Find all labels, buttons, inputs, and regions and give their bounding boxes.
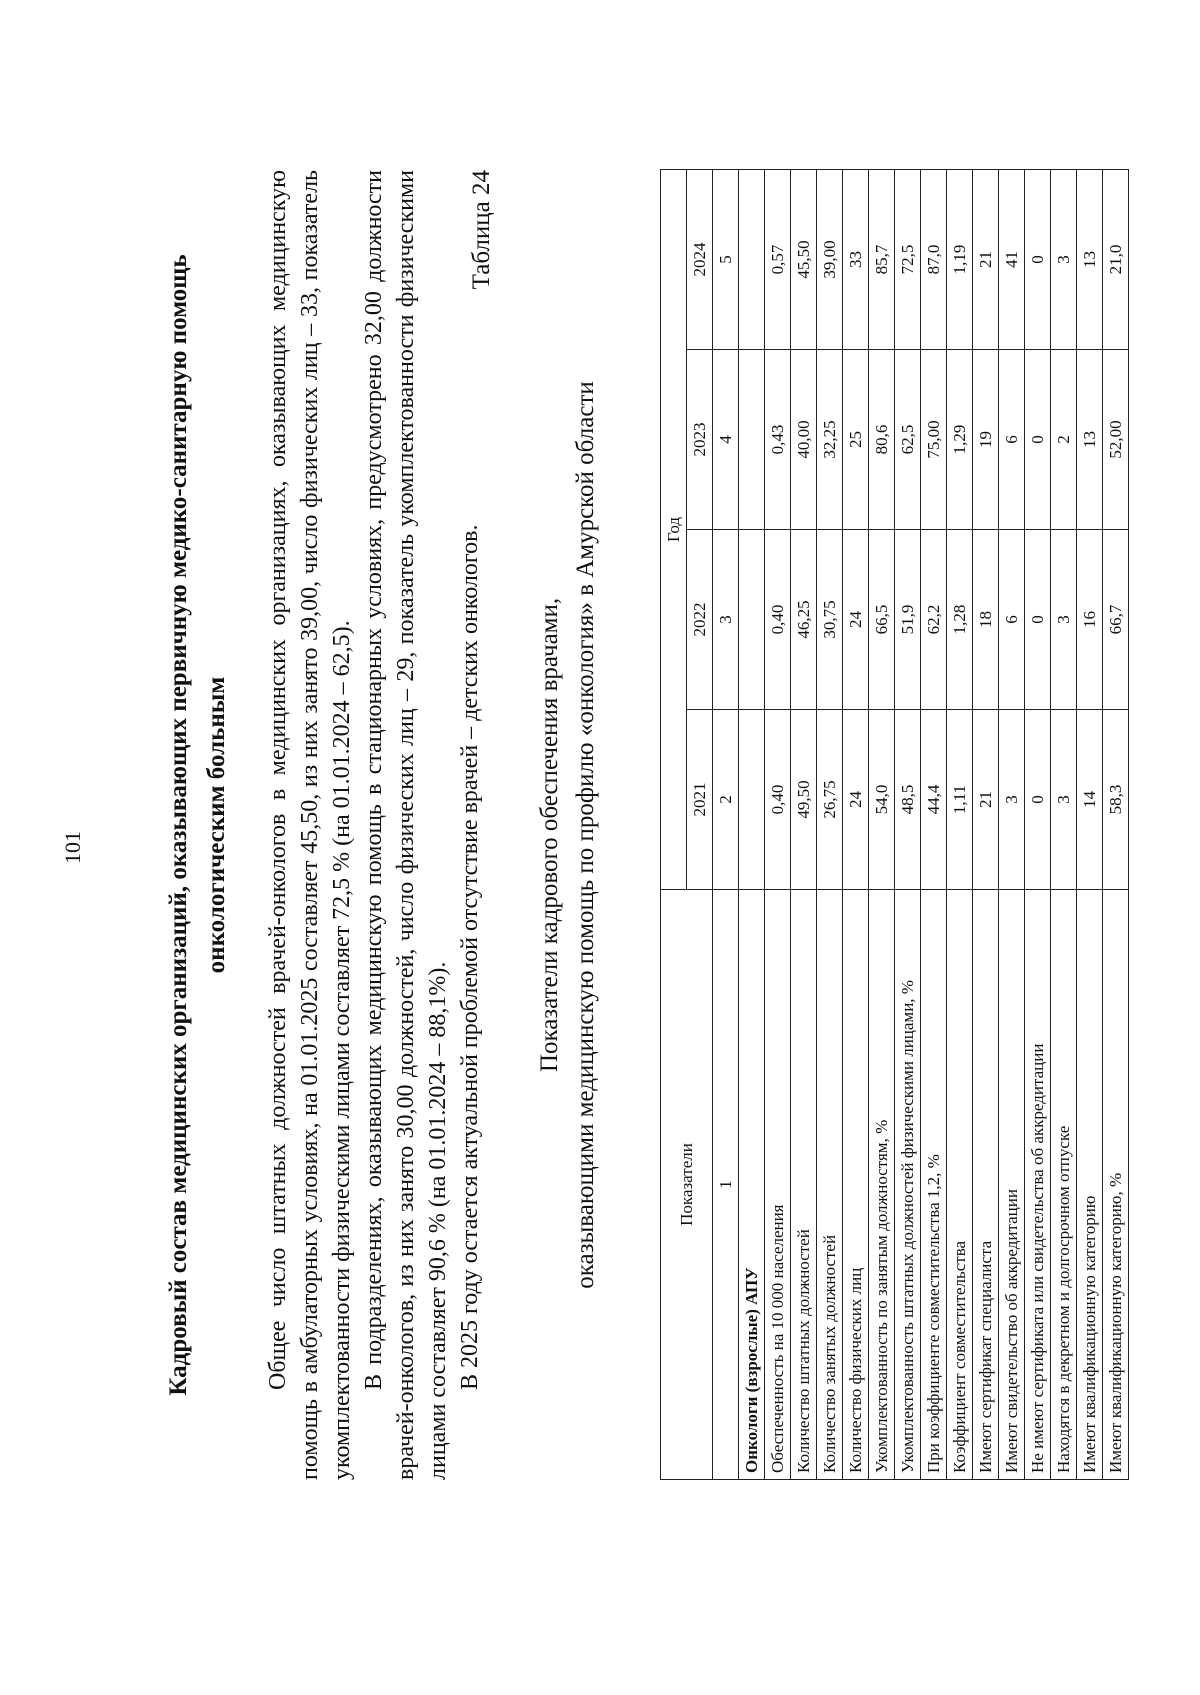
row-label: Укомплектованность по занятым должностям, %	[869, 890, 895, 1480]
table-caption	[532, 175, 604, 1495]
row-label: Не имеют сертификата или свидетельства об аккредитации	[1025, 890, 1051, 1480]
table-row	[1103, 170, 1129, 1480]
caption-line: Показатели кадрового обеспечения врачами,	[536, 597, 563, 1073]
row-label: Количество физических лиц	[843, 890, 869, 1480]
value-cell: 66,5	[869, 530, 895, 710]
value-cell: 72,5	[895, 170, 921, 350]
table-row	[817, 170, 843, 1480]
column-number: 2	[713, 710, 739, 890]
table-row	[1077, 170, 1103, 1480]
value-cell: 75,00	[921, 350, 947, 530]
table-row	[973, 170, 999, 1480]
value-cell: 21	[973, 710, 999, 890]
value-cell: 33	[843, 170, 869, 350]
table-row	[921, 170, 947, 1480]
value-cell: 25	[843, 350, 869, 530]
value-cell: 16	[1077, 530, 1103, 710]
value-cell: 44,4	[921, 710, 947, 890]
table-label: Таблица 24	[468, 170, 495, 290]
table-row	[1025, 170, 1051, 1480]
table-row	[869, 170, 895, 1480]
value-cell: 51,9	[895, 530, 921, 710]
value-cell: 26,75	[817, 710, 843, 890]
value-cell: 13	[1077, 170, 1103, 350]
value-cell: 14	[1077, 710, 1103, 890]
value-cell: 85,7	[869, 170, 895, 350]
section-heading: Кадровый состав медицинских организаций, оказывающих первичную медико-санитарную помощь онкологическим больным	[165, 254, 230, 1396]
paragraph: В подразделениях, оказывающих медицинскую помощь в стационарных условиях, предусмотрено 32,00 должности врачей-онкологов, из них занято 30,00 должностей, число физических лиц – 29, показатель укомплектованности физическими лицами составляет 90,6 % (на 01.01.2024 – 88,1%).	[361, 170, 451, 1480]
value-cell: 40,00	[791, 350, 817, 530]
row-label: Имеют квалификационную категорию	[1077, 890, 1103, 1480]
paragraph: Общее число штатных должностей врачей-онкологов в медицинских организациях, оказывающих медицинскую помощь в амбулаторных условиях, на 01.01.2025 составляет 45,50, из них занято 39,00, число физических лиц – 33, показатель укомплектованности физическими лицами составляет 72,5 % (на 01.01.2024 – 62,5).	[265, 170, 355, 1480]
value-cell: 87,0	[921, 170, 947, 350]
value-cell: 62,5	[895, 350, 921, 530]
value-cell: 30,75	[817, 530, 843, 710]
value-cell: 1,19	[947, 170, 973, 350]
row-label: Обеспеченность на 10 000 населения	[765, 890, 791, 1480]
row-label: Имеют свидетельство об аккредитации	[999, 890, 1025, 1480]
row-label: Укомплектованность штатных должностей физическими лицами, %	[895, 890, 921, 1480]
value-cell: 1,11	[947, 710, 973, 890]
row-label: Находятся в декретном и долгосрочном отпуске	[1051, 890, 1077, 1480]
staffing-table	[660, 169, 1129, 1480]
row-label: Количество занятых должностей	[817, 890, 843, 1480]
table-row	[999, 170, 1025, 1480]
table-row	[895, 170, 921, 1480]
value-cell: 32,25	[817, 350, 843, 530]
group-label: Онкологи (взрослые) АПУ	[739, 890, 765, 1480]
value-cell: 0,40	[765, 710, 791, 890]
table-row	[791, 170, 817, 1480]
body-text	[262, 170, 486, 1480]
value-cell: 41	[999, 170, 1025, 350]
value-cell: 0	[1025, 350, 1051, 530]
value-cell: 62,2	[921, 530, 947, 710]
value-cell: 0	[1025, 170, 1051, 350]
header-indicator: Показатели	[661, 890, 713, 1480]
column-number: 3	[713, 530, 739, 710]
value-cell: 21	[973, 170, 999, 350]
paragraph: В 2025 году остается актуальной проблемой отсутствие врачей – детских онкологов.	[457, 524, 483, 1390]
value-cell: 6	[999, 350, 1025, 530]
row-label: Имеют квалификационную категорию, %	[1103, 890, 1129, 1480]
empty-cell	[739, 170, 765, 350]
value-cell: 0,57	[765, 170, 791, 350]
group-row	[739, 170, 765, 1480]
value-cell: 54,0	[869, 710, 895, 890]
table-row	[765, 170, 791, 1480]
empty-cell	[739, 530, 765, 710]
value-cell: 3	[999, 710, 1025, 890]
header-year: 2021	[687, 710, 713, 890]
value-cell: 39,00	[817, 170, 843, 350]
value-cell: 3	[1051, 530, 1077, 710]
value-cell: 80,6	[869, 350, 895, 530]
value-cell: 52,00	[1103, 350, 1129, 530]
value-cell: 45,50	[791, 170, 817, 350]
page-number: 101	[60, 831, 85, 864]
caption-line: оказывающими медицинскую помощь по профилю «онкология» в Амурской области	[572, 381, 599, 1289]
column-number: 1	[713, 890, 739, 1480]
header-year: 2023	[687, 350, 713, 530]
empty-cell	[739, 350, 765, 530]
value-cell: 19	[973, 350, 999, 530]
value-cell: 2	[1051, 350, 1077, 530]
value-cell: 6	[999, 530, 1025, 710]
value-cell: 0,43	[765, 350, 791, 530]
table-row	[947, 170, 973, 1480]
value-cell: 49,50	[791, 710, 817, 890]
value-cell: 58,3	[1103, 710, 1129, 890]
value-cell: 1,29	[947, 350, 973, 530]
value-cell: 18	[973, 530, 999, 710]
value-cell: 24	[843, 710, 869, 890]
header-year-group: Год	[661, 170, 687, 890]
value-cell: 3	[1051, 710, 1077, 890]
value-cell: 46,25	[791, 530, 817, 710]
row-label: Имеют сертификат специалиста	[973, 890, 999, 1480]
row-label: При коэффициенте совместительства 1,2, %	[921, 890, 947, 1480]
value-cell: 66,7	[1103, 530, 1129, 710]
column-number: 5	[713, 170, 739, 350]
value-cell: 0	[1025, 530, 1051, 710]
value-cell: 48,5	[895, 710, 921, 890]
value-cell: 0,40	[765, 530, 791, 710]
column-number: 4	[713, 350, 739, 530]
value-cell: 24	[843, 530, 869, 710]
value-cell: 13	[1077, 350, 1103, 530]
value-cell: 0	[1025, 710, 1051, 890]
header-year: 2022	[687, 530, 713, 710]
row-label: Количество штатных должностей	[791, 890, 817, 1480]
value-cell: 3	[1051, 170, 1077, 350]
table-row	[1051, 170, 1077, 1480]
empty-cell	[739, 710, 765, 890]
table-row	[843, 170, 869, 1480]
row-label: Коэффициент совместительства	[947, 890, 973, 1480]
header-year: 2024	[687, 170, 713, 350]
value-cell: 21,0	[1103, 170, 1129, 350]
value-cell: 1,28	[947, 530, 973, 710]
